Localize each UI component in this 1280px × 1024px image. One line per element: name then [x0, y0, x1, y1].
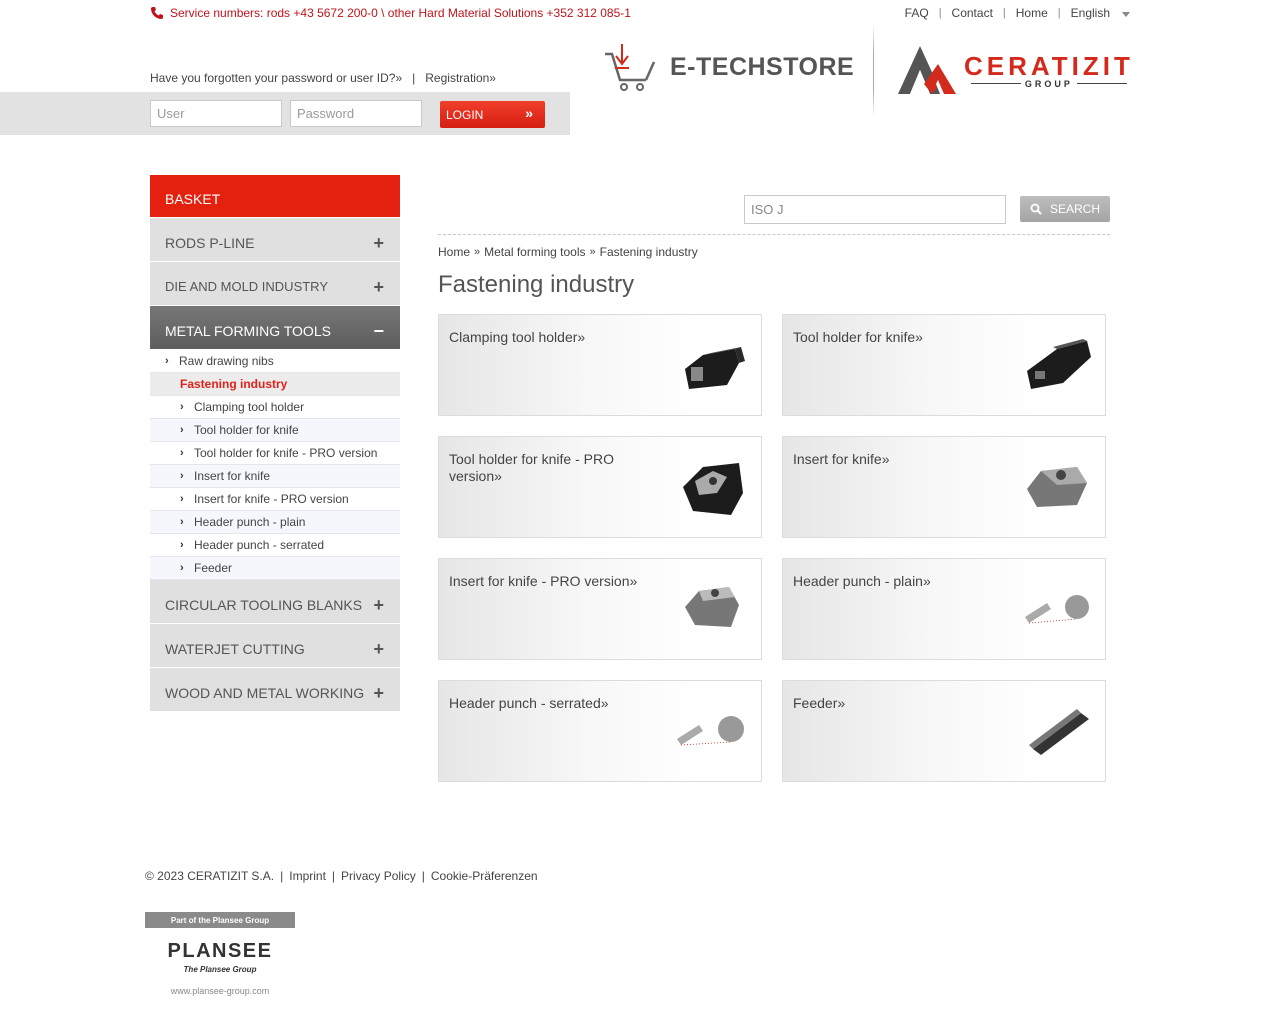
sidebar-sub-punch-plain[interactable]: › Header punch - plain	[150, 511, 400, 534]
double-chevron-icon: »	[525, 105, 533, 121]
card-insert-knife-pro[interactable]: Insert for knife - PRO version»	[438, 558, 762, 660]
plansee-logo[interactable]: Part of the Plansee Group PLANSEE The Plansee Group www.plansee-group.com	[145, 912, 295, 996]
sidebar-item-label: DIE AND MOLD INDUSTRY	[165, 279, 329, 294]
chevron-down-icon[interactable]	[1122, 12, 1130, 17]
sidebar-item-label: WOOD AND METAL WORKING	[165, 684, 365, 701]
contact-link[interactable]: Contact	[951, 6, 993, 20]
chevron-right-icon: ›	[180, 493, 184, 505]
chevron-right-icon: ›	[180, 424, 184, 436]
sidebar-sub-insert-knife[interactable]: › Insert for knife	[150, 465, 400, 488]
home-link[interactable]: Home	[1015, 6, 1048, 20]
sidebar-item-circular[interactable]	[150, 580, 400, 624]
faq-link[interactable]: FAQ	[904, 6, 929, 20]
insert-knife-image	[1017, 449, 1097, 519]
sidebar-item-die-mold[interactable]	[150, 262, 400, 306]
tool-holder-knife-image	[1017, 327, 1097, 397]
card-insert-knife[interactable]: Insert for knife»	[782, 436, 1106, 538]
tool-holder-knife-pro-image	[673, 449, 753, 519]
sidebar-item-label: CIRCULAR TOOLING BLANKS	[165, 596, 363, 613]
basket-button[interactable]	[150, 175, 400, 218]
login-button[interactable]	[440, 101, 545, 128]
chevron-right-icon: ›	[180, 516, 184, 528]
footer: © 2023 CERATIZIT S.A. | Imprint | Privacy Policy | Cookie-Präferenzen	[145, 869, 538, 883]
sidebar-sub-clamping[interactable]: › Clamping tool holder	[150, 396, 400, 419]
breadcrumb-home[interactable]: Home	[438, 245, 471, 259]
breadcrumb-metal-forming[interactable]: Metal forming tools	[484, 245, 586, 259]
ceratizit-triangle-icon	[898, 44, 958, 96]
search-input[interactable]	[744, 195, 1006, 224]
ceratizit-name: CERATIZIT	[964, 50, 1134, 81]
copyright: © 2023 CERATIZIT S.A.	[145, 869, 275, 883]
sidebar	[150, 175, 400, 712]
cart-icon	[602, 42, 658, 92]
ceratizit-logo[interactable]	[898, 44, 1134, 96]
feeder-image	[1017, 693, 1097, 763]
phone-icon	[150, 6, 164, 20]
sidebar-sub-insert-knife-pro[interactable]: › Insert for knife - PRO version	[150, 488, 400, 511]
card-feeder[interactable]: Feeder»	[782, 680, 1106, 782]
service-numbers	[150, 5, 631, 21]
chevron-right-icon: ›	[180, 401, 184, 413]
chevron-right-icon: ›	[180, 562, 184, 574]
sidebar-item-label: RODS P-LINE	[165, 234, 255, 251]
plus-icon[interactable]: +	[373, 594, 384, 615]
plus-icon[interactable]: +	[373, 276, 384, 297]
imprint-link[interactable]: Imprint	[289, 869, 326, 883]
registration-link[interactable]: Registration»	[425, 71, 496, 85]
page-title: Fastening industry	[438, 271, 635, 298]
top-navigation: FAQ | Contact | Home | English	[905, 6, 1130, 20]
chevron-right-icon: ›	[180, 470, 184, 482]
sidebar-sub-fastening[interactable]: Fastening industry	[150, 373, 400, 396]
login-label: LOGIN	[446, 107, 484, 122]
chevron-right-icon: ›	[180, 539, 184, 551]
minus-icon[interactable]: −	[373, 320, 384, 341]
card-tool-holder-knife-pro[interactable]: Tool holder for knife - PRO version»	[438, 436, 762, 538]
header-punch-serrated-image	[673, 693, 753, 763]
sidebar-sub-holder-knife-pro[interactable]: › Tool holder for knife - PRO version	[150, 442, 400, 465]
ceratizit-group: GROUP	[1024, 78, 1073, 89]
card-header-punch-serrated[interactable]: Header punch - serrated»	[438, 680, 762, 782]
plus-icon[interactable]: +	[373, 232, 384, 253]
plus-icon[interactable]: +	[373, 638, 384, 659]
sidebar-sub-holder-knife[interactable]: › Tool holder for knife	[150, 419, 400, 442]
basket-label: BASKET	[165, 191, 221, 207]
logo-divider	[873, 25, 874, 117]
forgot-password-link[interactable]: Have you forgotten your password or user ID?»	[150, 71, 403, 85]
service-text: Service numbers: rods +43 5672 200-0 \ other Hard Material Solutions +352 312 085-1	[170, 6, 631, 20]
insert-knife-pro-image	[673, 571, 753, 641]
search-icon	[1030, 203, 1042, 215]
breadcrumb: Home » Metal forming tools » Fastening industry	[438, 245, 698, 259]
sidebar-item-waterjet[interactable]	[150, 624, 400, 668]
sidebar-item-wood-metal[interactable]	[150, 668, 400, 712]
clamping-holder-image	[673, 327, 753, 397]
divider	[438, 234, 1110, 235]
chevron-right-icon: ›	[165, 355, 169, 367]
etechstore-title: E-TECHSTORE	[670, 52, 855, 81]
user-input[interactable]	[150, 100, 282, 127]
plus-icon[interactable]: +	[373, 682, 384, 703]
sidebar-sub-feeder[interactable]: › Feeder	[150, 557, 400, 580]
account-links: Have you forgotten your password or user ID?» | Registration»	[150, 71, 496, 85]
card-clamping-tool-holder[interactable]: Clamping tool holder»	[438, 314, 762, 416]
sidebar-sub-raw-drawing[interactable]: › Raw drawing nibs	[150, 350, 400, 373]
breadcrumb-fastening: Fastening industry	[599, 245, 698, 259]
chevron-right-icon: ›	[180, 447, 184, 459]
language-select[interactable]: English	[1070, 6, 1110, 20]
password-input[interactable]	[290, 100, 422, 127]
search-button-label: SEARCH	[1049, 202, 1100, 216]
card-tool-holder-knife[interactable]: Tool holder for knife»	[782, 314, 1106, 416]
sidebar-item-label: METAL FORMING TOOLS	[165, 322, 331, 339]
sidebar-item-metal-forming[interactable]	[150, 306, 400, 350]
card-header-punch-plain[interactable]: Header punch - plain»	[782, 558, 1106, 660]
etechstore-logo[interactable]	[602, 42, 854, 92]
sidebar-item-rods[interactable]	[150, 218, 400, 262]
sidebar-sub-punch-serrated[interactable]: › Header punch - serrated	[150, 534, 400, 557]
search-button[interactable]	[1020, 196, 1110, 222]
cookie-link[interactable]: Cookie-Präferenzen	[430, 869, 538, 883]
header-punch-plain-image	[1017, 571, 1097, 641]
sidebar-item-label: WATERJET CUTTING	[165, 640, 305, 657]
privacy-link[interactable]: Privacy Policy	[341, 869, 416, 883]
